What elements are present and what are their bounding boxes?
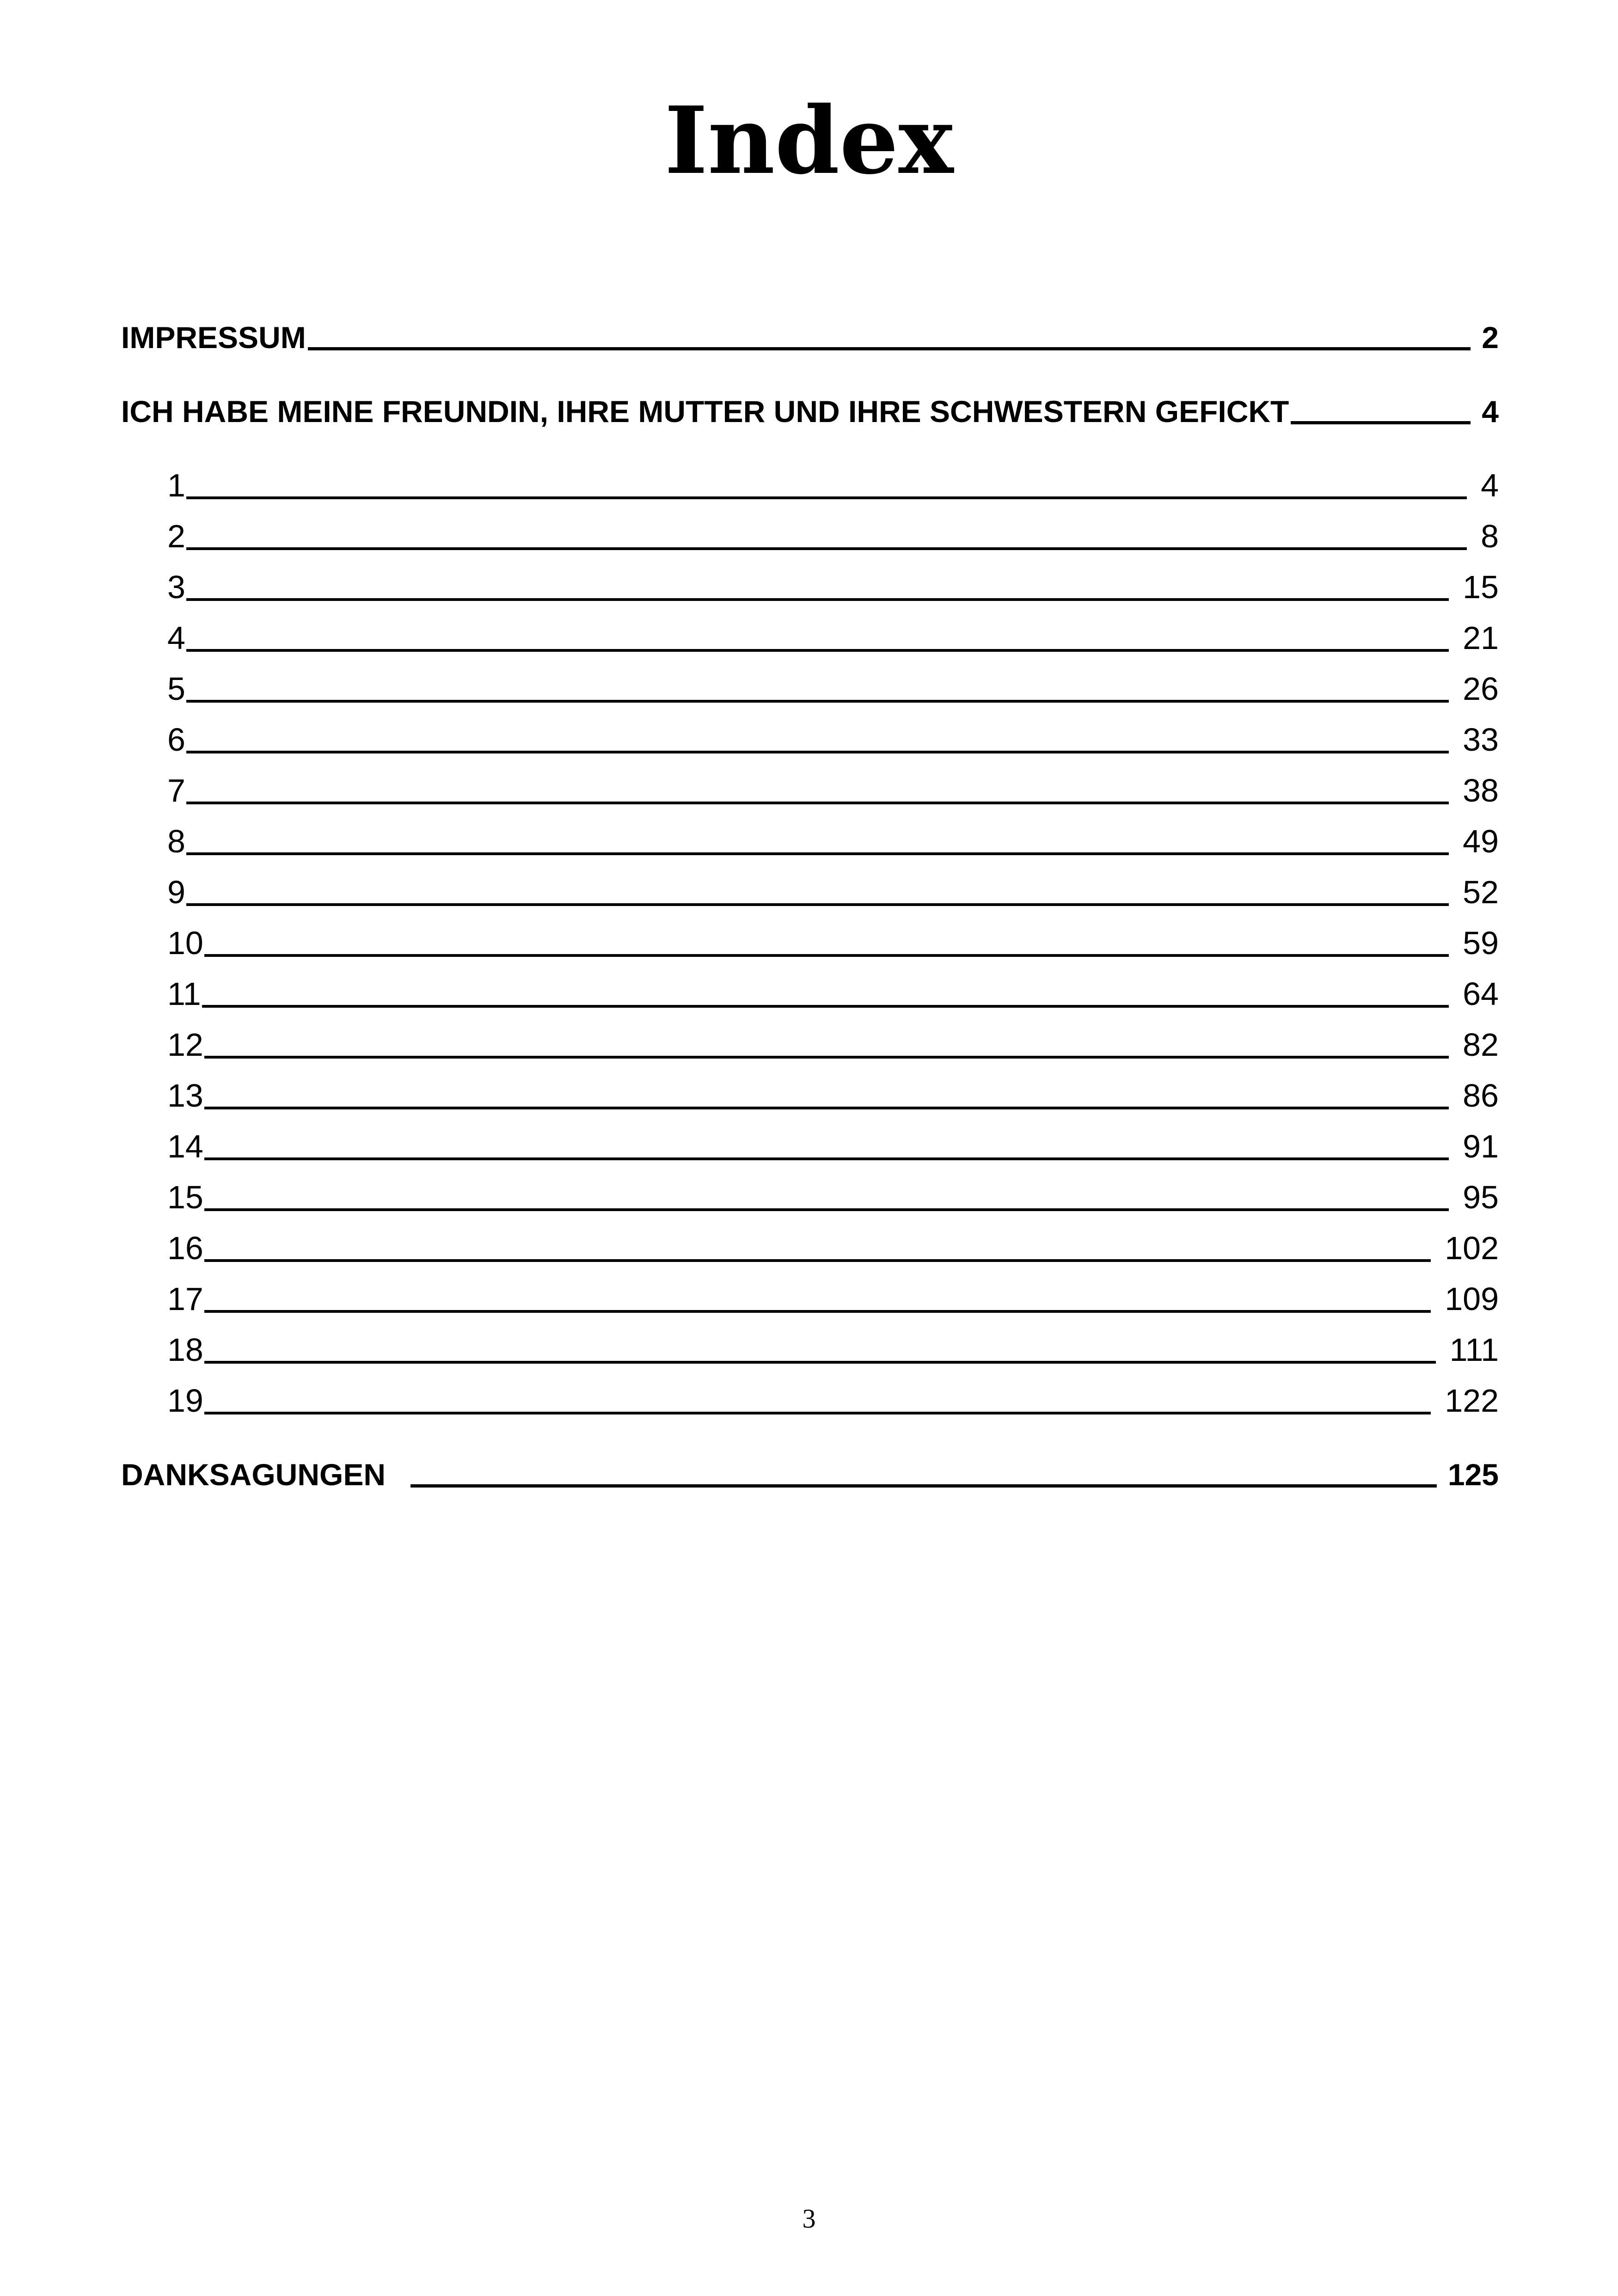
toc-chapter-label: 16 — [167, 1230, 203, 1266]
toc-chapter-15[interactable] — [167, 1174, 1499, 1220]
toc-chapter-12[interactable] — [167, 1022, 1499, 1068]
toc-leader-line — [186, 700, 1449, 703]
toc-chapter-page: 33 — [1463, 722, 1499, 758]
toc-chapter-label: 8 — [167, 823, 185, 859]
toc-chapter-page: 26 — [1463, 671, 1499, 707]
toc-entry-impressum[interactable] — [121, 314, 1499, 361]
toc-chapter-page: 111 — [1449, 1332, 1499, 1368]
toc-entry-page: 125 — [1447, 1457, 1499, 1492]
toc-chapter-page: 49 — [1463, 823, 1499, 859]
toc-leader-line — [204, 1056, 1449, 1059]
toc-leader-line — [411, 1484, 1437, 1488]
toc-chapter-4[interactable] — [167, 615, 1499, 661]
page-number: 3 — [802, 2204, 816, 2234]
toc-chapter-page: 52 — [1463, 874, 1499, 910]
toc-chapter-page: 38 — [1463, 772, 1499, 808]
toc-chapter-label: 12 — [167, 1027, 203, 1063]
toc-chapter-label: 9 — [167, 874, 185, 910]
toc-chapter-label: 14 — [167, 1128, 203, 1164]
toc-leader-line — [186, 903, 1449, 906]
toc-leader-line — [186, 852, 1449, 855]
toc-chapter-label: 10 — [167, 925, 203, 961]
toc-leader-line — [204, 1157, 1449, 1160]
toc-chapter-page: 4 — [1481, 467, 1499, 503]
toc-chapter-label: 4 — [167, 620, 185, 656]
toc-leader-line — [186, 802, 1449, 804]
toc-leader-line — [186, 598, 1449, 601]
toc-chapter-page: 15 — [1463, 569, 1499, 605]
toc-chapter-page: 82 — [1463, 1027, 1499, 1063]
toc-chapter-page: 59 — [1463, 925, 1499, 961]
toc-chapter-16[interactable] — [167, 1225, 1499, 1271]
toc-entry-label: ICH HABE MEINE FREUNDIN, IHRE MUTTER UND IHRE SCHWESTERN GEFICKT — [121, 394, 1289, 429]
page-title: Index — [664, 86, 954, 195]
toc-chapter-13[interactable] — [167, 1072, 1499, 1119]
toc-chapter-page: 8 — [1481, 518, 1499, 554]
toc-chapter-9[interactable] — [167, 869, 1499, 915]
toc-chapter-1[interactable] — [167, 462, 1499, 508]
toc-chapter-18[interactable] — [167, 1327, 1499, 1373]
toc-chapter-19[interactable] — [167, 1378, 1499, 1424]
toc-chapter-10[interactable] — [167, 920, 1499, 966]
toc-leader-line — [186, 496, 1467, 499]
toc-chapter-label: 18 — [167, 1332, 203, 1368]
toc-chapter-page: 91 — [1463, 1128, 1499, 1164]
toc-chapter-6[interactable] — [167, 716, 1499, 763]
toc-chapter-label: 3 — [167, 569, 185, 605]
toc-chapter-page: 64 — [1463, 976, 1499, 1012]
toc-chapter-label: 1 — [167, 467, 185, 503]
toc-chapter-8[interactable] — [167, 818, 1499, 864]
toc-leader-line — [186, 751, 1449, 753]
toc-entry-page: 2 — [1482, 320, 1499, 355]
toc-leader-line — [204, 954, 1449, 957]
toc-chapter-page: 102 — [1445, 1230, 1499, 1266]
toc-chapter-label: 7 — [167, 772, 185, 808]
toc-entry-story-title[interactable] — [121, 388, 1499, 435]
toc-chapter-label: 6 — [167, 722, 185, 758]
toc-chapter-14[interactable] — [167, 1123, 1499, 1169]
toc-leader-line — [186, 649, 1449, 652]
toc-chapter-17[interactable] — [167, 1276, 1499, 1322]
toc-chapter-label: 11 — [167, 976, 201, 1012]
toc-chapter-label: 17 — [167, 1281, 203, 1317]
toc-entry-page: 4 — [1482, 394, 1499, 429]
toc-chapter-label: 19 — [167, 1383, 203, 1419]
toc-chapter-label: 13 — [167, 1078, 203, 1114]
toc-chapter-label: 2 — [167, 518, 185, 554]
toc-chapter-page: 95 — [1463, 1179, 1499, 1215]
toc-leader-line — [202, 1005, 1449, 1008]
toc-leader-line — [204, 1259, 1431, 1262]
toc-leader-line — [204, 1208, 1449, 1211]
toc-chapter-page: 86 — [1463, 1078, 1499, 1114]
toc-chapter-page: 21 — [1463, 620, 1499, 656]
toc-chapter-page: 109 — [1445, 1281, 1499, 1317]
toc-entry-danksagungen[interactable] — [121, 1451, 1499, 1498]
toc-chapter-page: 122 — [1445, 1383, 1499, 1419]
toc-leader-line — [204, 1412, 1431, 1414]
toc-entry-label: IMPRESSUM — [121, 320, 306, 355]
toc-leader-line — [1291, 421, 1471, 424]
toc-chapter-label: 5 — [167, 671, 185, 707]
toc-chapter-7[interactable] — [167, 767, 1499, 814]
toc-leader-line — [308, 347, 1471, 350]
toc-entry-label: DANKSAGUNGEN — [121, 1457, 386, 1492]
toc-chapter-5[interactable] — [167, 666, 1499, 712]
toc-chapter-3[interactable] — [167, 564, 1499, 610]
toc-chapter-label: 15 — [167, 1179, 203, 1215]
toc-leader-line — [204, 1361, 1436, 1364]
toc-chapter-2[interactable] — [167, 513, 1499, 559]
toc-chapter-11[interactable] — [167, 971, 1499, 1017]
toc-leader-line — [204, 1107, 1449, 1109]
toc-leader-line — [186, 547, 1467, 550]
toc-leader-line — [204, 1310, 1431, 1313]
